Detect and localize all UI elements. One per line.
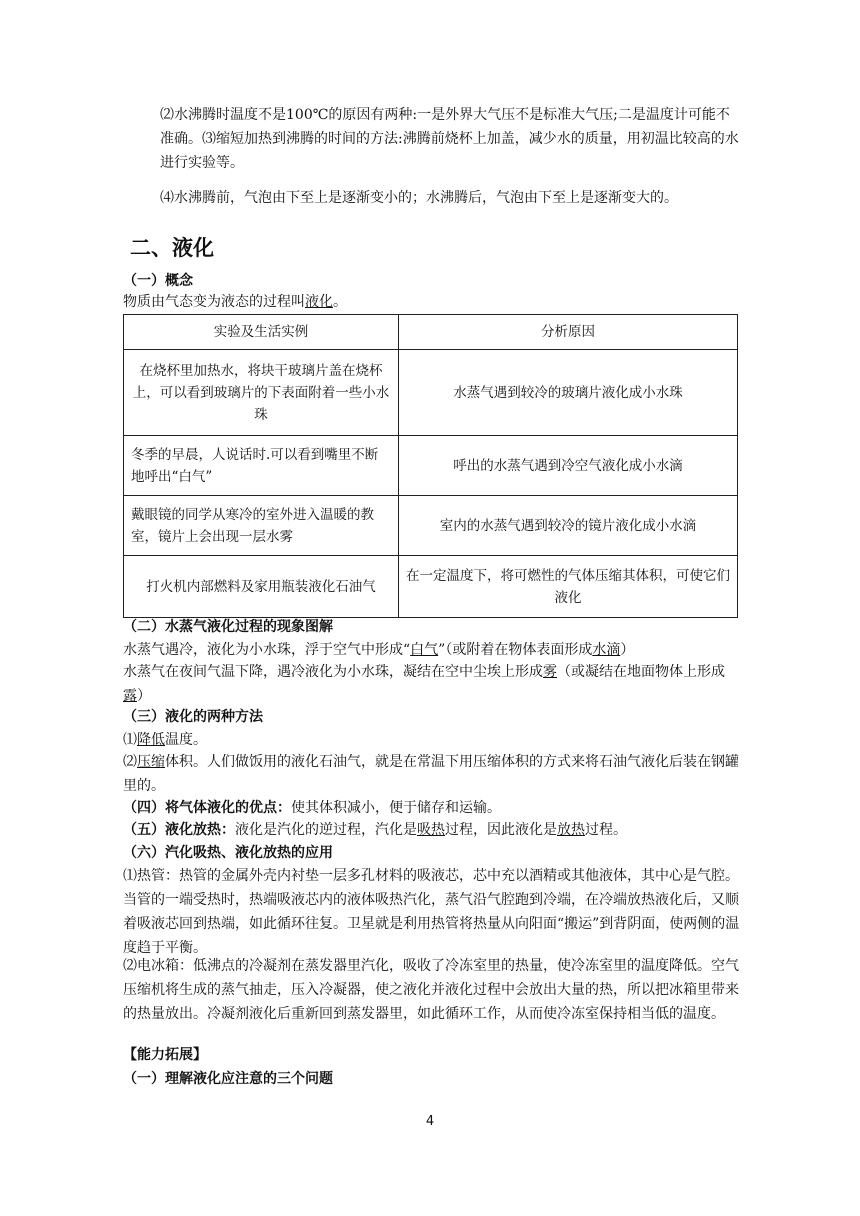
extension-title: 【能力拓展】 [123,1047,207,1063]
extension-subsection-title: （一）理解液化应注意的三个问题 [123,1071,333,1087]
phenomena-line-2: 水蒸气在夜间气温下降，遇冷液化为小水珠，凝结在空中尘埃上形成雾（或凝结在地面物体上形成露） [123,664,725,704]
section-title: 二、液化 [130,236,214,260]
subsection-phenomena-title: （二）水蒸气液化过程的现象图解 [123,619,333,635]
table-cell-reason: 在一定温度下，将可燃性的气体压缩其体积，可使它们液化 [399,556,738,618]
table-header-row [124,315,738,350]
advantage-line: （四）将气体液化的优点：使其体积减小，便于储存和运输。 [123,800,501,816]
subsection-methods-title: （三）液化的两种方法 [123,709,263,725]
table-cell-example: 戴眼镜的同学从寒冷的室外进入温暖的教室，镜片上会出现一层水雾 [124,496,399,556]
application-heat-pipe: ⑴热管：热管的金属外壳内衬垫一层多孔材料的吸液芯，芯中充以酒精或其他液体，其中心是气腔。当管的一端受热时，热端吸液芯内的液体吸热汽化，蒸气沿气腔跑到冷端，在冷端放热液化后，又顺着吸液芯回到热端，如此循环往复。卫星就是利用热管将热量从向阳面“搬运”到背阴面，使两侧的温度趋于平衡。 [123,868,740,956]
table-row [124,350,738,436]
table-header-cell: 分析原因 [399,315,738,350]
table-row [124,556,738,618]
table-cell-example: 打火机内部燃料及家用瓶装液化石油气 [124,556,399,618]
paragraph-boiling-temperature: ⑵水沸腾时温度不是100℃的原因有两种:一是外界大气压不是标准大气压;二是温度计可能不准确。⑶缩短加热到沸腾的时间的方法:沸腾前烧杯上加盖，减少水的质量，用初温比较高的水进行实验等。 [160,107,739,171]
paragraph-bubbles: ⑷水沸腾前，气泡由下至上是逐渐变小的；水沸腾后，气泡由下至上是逐渐变大的。 [160,190,678,206]
heat-release-line: （五）液化放热：液化是汽化的逆过程，汽化是吸热过程，因此液化是放热过程。 [123,822,627,838]
examples-table [123,314,738,618]
table-cell-example: 冬季的早晨，人说话时.可以看到嘴里不断地呼出“白气” [124,436,399,496]
table-cell-reason: 水蒸气遇到较冷的玻璃片液化成小水珠 [399,350,738,436]
subsection-concept-title: （一）概念 [123,273,193,289]
concept-definition: 物质由气态变为液态的过程叫液化。 [123,294,347,310]
table-cell-reason: 室内的水蒸气遇到较冷的镜片液化成小水滴 [399,496,738,556]
table-cell-reason: 呼出的水蒸气遇到冷空气液化成小水滴 [399,436,738,496]
method-1: ⑴降低温度。 [123,732,207,748]
page-number: 4 [425,1114,435,1129]
method-2: ⑵压缩体积。人们做饭用的液化石油气，就是在常温下用压缩体积的方式来将石油气液化后装在钢罐里的。 [123,754,739,794]
table-row [124,496,738,556]
table-header-cell: 实验及生活实例 [124,315,399,350]
phenomena-line-1: 水蒸气遇冷，液化为小水珠，浮于空气中形成“白气”（或附着在物体表面形成水滴） [123,642,635,658]
subsection-applications-title: （六）汽化吸热、液化放热的应用 [123,845,333,861]
table-cell-example: 在烧杯里加热水，将块干玻璃片盖在烧杯上，可以看到玻璃片的下表面附着一些小水珠 [124,350,399,436]
application-refrigerator: ⑵电冰箱：低沸点的冷凝剂在蒸发器里汽化，吸收了冷冻室里的热量，使冷冻室里的温度降低。空气压缩机将生成的蒸气抽走，压入冷凝器，使之液化并液化过程中会放出大量的热，所以把冰箱里带来的热量放出。冷凝剂液化后重新回到蒸发器里，如此循环工作，从而使冷冻室保持相当低的温度。 [123,958,739,1022]
table-row [124,436,738,496]
